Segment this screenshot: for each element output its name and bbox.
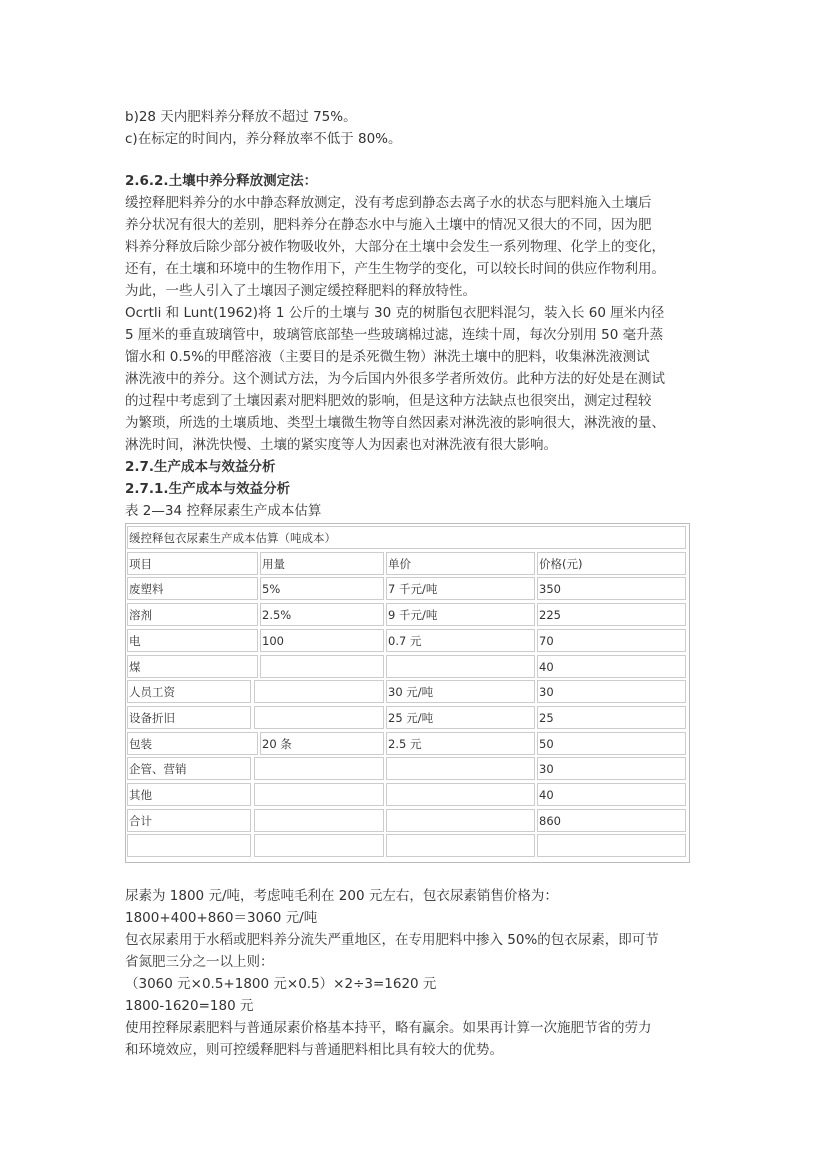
table-cell: 煤 <box>127 655 258 678</box>
paragraph-soil-method <box>125 192 710 302</box>
table-cell <box>386 809 535 832</box>
table-cell: 7 千元/吨 <box>386 577 535 600</box>
table-cell: 225 <box>537 603 686 626</box>
table-cell: 25 元/吨 <box>386 706 535 729</box>
table-cell: 2.5 元 <box>386 732 535 755</box>
section-heading-2-7: 2.7.生产成本与效益分析 <box>125 459 276 475</box>
table-cell <box>254 834 384 857</box>
table-cell: 30 元/吨 <box>386 680 535 703</box>
text-line: 5 厘米的垂直玻璃管中，玻璃管底部垫一些玻璃棉过滤，连续十周，每次分别用 50 毫升蒸 <box>125 327 664 343</box>
table-caption: 表 2—34 控释尿素生产成本估算 <box>125 503 322 519</box>
table-header-cell: 价格(元) <box>537 552 686 575</box>
table-cell: 25 <box>537 706 686 729</box>
text-line: 和环境效应，则可控缓释肥料与普通肥料相比具有较大的优势。 <box>125 1042 503 1058</box>
table-cell: 100 <box>260 629 384 652</box>
text-line: 为此，一些人引入了土壤因子测定缓控释肥料的释放特性。 <box>125 283 476 299</box>
table-cell <box>386 757 535 780</box>
table-cell: 溶剂 <box>127 603 258 626</box>
text-line: 省氮肥三分之一以上则： <box>125 954 274 970</box>
document-page <box>125 106 710 1061</box>
text-line: 为繁琐，所选的土壤质地、类型土壤微生物等自然因素对淋洗液的影响很大，淋洗液的量、 <box>125 415 665 431</box>
section-heading-2-6-2: 2.6.2.土壤中养分释放测定法： <box>125 173 318 189</box>
text-line: 淋洗时间，淋洗快慢、土壤的紧实度等人为因素也对淋洗液有很大影响。 <box>125 437 557 453</box>
table-cell: 30 <box>537 757 686 780</box>
table-title-cell: 缓控释包衣尿素生产成本估算（吨成本） <box>127 526 686 549</box>
text-line: 馏水和 0.5%的甲醛溶液（主要目的是杀死微生物）淋洗土壤中的肥料，收集淋洗液测试 <box>125 349 650 365</box>
criterion-c: c)在标定的时间内，养分释放率不低于 80%。 <box>125 131 402 147</box>
table-cell <box>386 655 535 678</box>
table-cell <box>254 809 384 832</box>
cost-analysis-text <box>125 885 710 1061</box>
cost-table <box>125 523 690 863</box>
table-cell: 40 <box>537 783 686 806</box>
table-header-cell: 单价 <box>386 552 535 575</box>
table-cell: 其他 <box>127 783 251 806</box>
text-line: （3060 元×0.5+1800 元×0.5）×2÷3=1620 元 <box>125 976 437 992</box>
table-cell: 废塑料 <box>127 577 258 600</box>
table-cell: 人员工资 <box>127 680 251 703</box>
text-line: 尿素为 1800 元/吨，考虑吨毛利在 200 元左右，包衣尿素销售价格为： <box>125 888 558 904</box>
criterion-b: b)28 天内肥料养分释放不超过 75%。 <box>125 109 357 125</box>
table-cell: 70 <box>537 629 686 652</box>
table-cell: 0.7 元 <box>386 629 535 652</box>
text-line: 的过程中考虑到了土壤因素对肥料肥效的影响，但是这种方法缺点也很突出，测定过程较 <box>125 393 652 409</box>
table-cell: 860 <box>537 809 686 832</box>
text-line: 缓控释肥料养分的水中静态释放测定，没有考虑到静态去离子水的状态与肥料施入土壤后 <box>125 195 652 211</box>
table-cell: 合计 <box>127 809 251 832</box>
paragraph-ocrtli-lunt <box>125 302 710 456</box>
table-cell: 设备折旧 <box>127 706 251 729</box>
table-cell: 5% <box>260 577 384 600</box>
table-header-cell: 用量 <box>260 552 384 575</box>
text-line: 料养分释放后除少部分被作物吸收外，大部分在土壤中会发生一系列物理、化学上的变化， <box>125 239 665 255</box>
table-cell: 9 千元/吨 <box>386 603 535 626</box>
table-cell: 20 条 <box>260 732 384 755</box>
table-cell: 50 <box>537 732 686 755</box>
table-cell: 30 <box>537 680 686 703</box>
text-line: 养分状况有很大的差别，肥料养分在静态水中与施入土壤中的情况又很大的不同，因为肥 <box>125 217 652 233</box>
text-line: 淋洗液中的养分。这个测试方法，为今后国内外很多学者所效仿。此种方法的好处是在测试 <box>125 371 665 387</box>
table-cell: 2.5% <box>260 603 384 626</box>
text-line: 还有，在土壤和环境中的生物作用下，产生生物学的变化，可以较长时间的供应作物利用。 <box>125 261 665 277</box>
table-cell: 包装 <box>127 732 258 755</box>
section-heading-2-7-1: 2.7.1.生产成本与效益分析 <box>125 481 291 497</box>
table-cell <box>386 834 535 857</box>
text-line: Ocrtli 和 Lunt(1962)将 1 公斤的土壤与 30 克的树脂包衣肥料混匀，装入长 60 厘米内径 <box>125 305 665 321</box>
text-line: 使用控释尿素肥料与普通尿素价格基本持平，略有赢余。如果再计算一次施肥节省的劳力 <box>125 1020 652 1036</box>
text-line: 1800-1620=180 元 <box>125 998 254 1014</box>
table-cell: 企管、营销 <box>127 757 251 780</box>
text-line: 包衣尿素用于水稻或肥料养分流失严重地区，在专用肥料中掺入 50%的包衣尿素，即可节 <box>125 932 659 948</box>
table-cell <box>386 783 535 806</box>
table-cell <box>260 655 384 678</box>
table-cell: 350 <box>537 577 686 600</box>
table-cell: 40 <box>537 655 686 678</box>
table-cell: 电 <box>127 629 258 652</box>
table-cell <box>127 834 251 857</box>
table-cell <box>254 706 384 729</box>
table-cell <box>254 757 384 780</box>
text-line: 1800+400+860＝3060 元/吨 <box>125 910 318 926</box>
table-cell <box>254 680 384 703</box>
table-cell <box>254 783 384 806</box>
table-header-cell: 项目 <box>127 552 258 575</box>
table-cell <box>537 834 686 857</box>
